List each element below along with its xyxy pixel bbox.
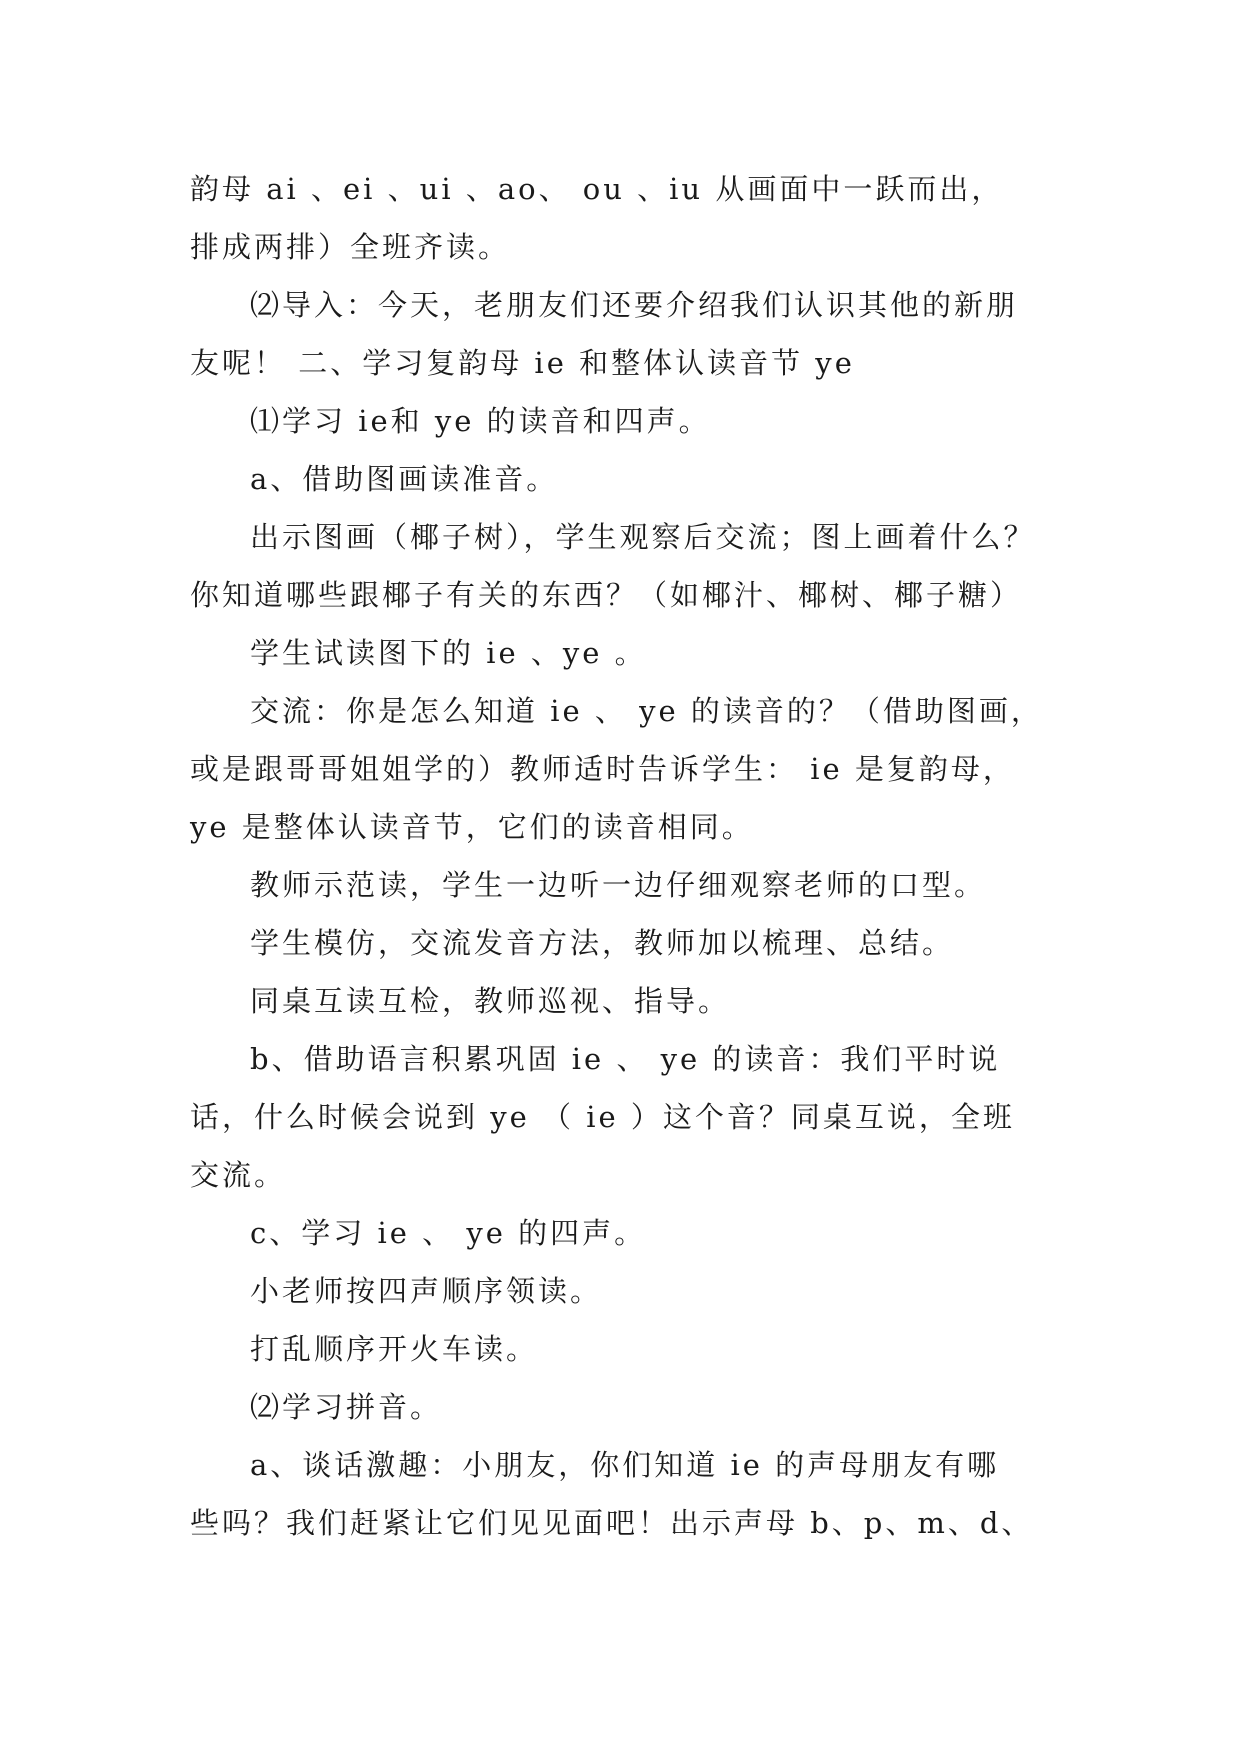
text-line: ⑵学习拼音。 xyxy=(250,1390,443,1424)
document-body xyxy=(190,160,1070,1552)
text-line: 话，什么时候会说到 ye （ ie ）这个音？同桌互说，全班 xyxy=(190,1100,1015,1134)
text-line: 或是跟哥哥姐姐学的）教师适时告诉学生： ie 是复韵母， xyxy=(190,752,1015,786)
text-line: 排成两排）全班齐读。 xyxy=(190,230,511,264)
text-line: 友呢！ 二、学习复韵母 ie 和整体认读音节 ye xyxy=(190,346,855,380)
text-line: c、学习 ie 、 ye 的四声。 xyxy=(250,1216,647,1250)
text-line: 小老师按四声顺序领读。 xyxy=(250,1274,603,1308)
text-line: ye 是整体认读音节，它们的读音相同。 xyxy=(190,810,754,844)
text-line: 教师示范读，学生一边听一边仔细观察老师的口型。 xyxy=(250,868,987,902)
text-line: 学生试读图下的 ie 、ye 。 xyxy=(250,636,647,670)
text-line: 同桌互读互检，教师巡视、指导。 xyxy=(250,984,731,1018)
text-line: a、借助图画读准音。 xyxy=(250,462,559,496)
text-line: 交流。 xyxy=(190,1158,287,1192)
text-line: 交流：你是怎么知道 ie 、 ye 的读音的？（借助图画， xyxy=(250,694,1043,728)
text-line: 些吗？我们赶紧让它们见见面吧！出示声母 b、p、m、d、 xyxy=(190,1506,1034,1540)
text-line: b、借助语言积累巩固 ie 、 ye 的读音：我们平时说 xyxy=(250,1042,1001,1076)
text-line: 出示图画（椰子树），学生观察后交流；图上画着什么？ xyxy=(250,520,1036,554)
text-line: 打乱顺序开火车读。 xyxy=(250,1332,539,1366)
text-line: 学生模仿，交流发音方法，教师加以梳理、总结。 xyxy=(250,926,955,960)
text-line: a、谈话激趣：小朋友，你们知道 ie 的声母朋友有哪 xyxy=(250,1448,1000,1482)
text-line: ⑵导入：今天，老朋友们还要介绍我们认识其他的新朋 xyxy=(250,288,1019,322)
text-line: ⑴学习 ie和 ye 的读音和四声。 xyxy=(250,404,711,438)
text-line: 你知道哪些跟椰子有关的东西？（如椰汁、椰树、椰子糖） xyxy=(190,578,1023,612)
text-line: 韵母 ai 、ei 、ui 、ao、 ou 、iu 从画面中一跃而出， xyxy=(190,172,1004,206)
